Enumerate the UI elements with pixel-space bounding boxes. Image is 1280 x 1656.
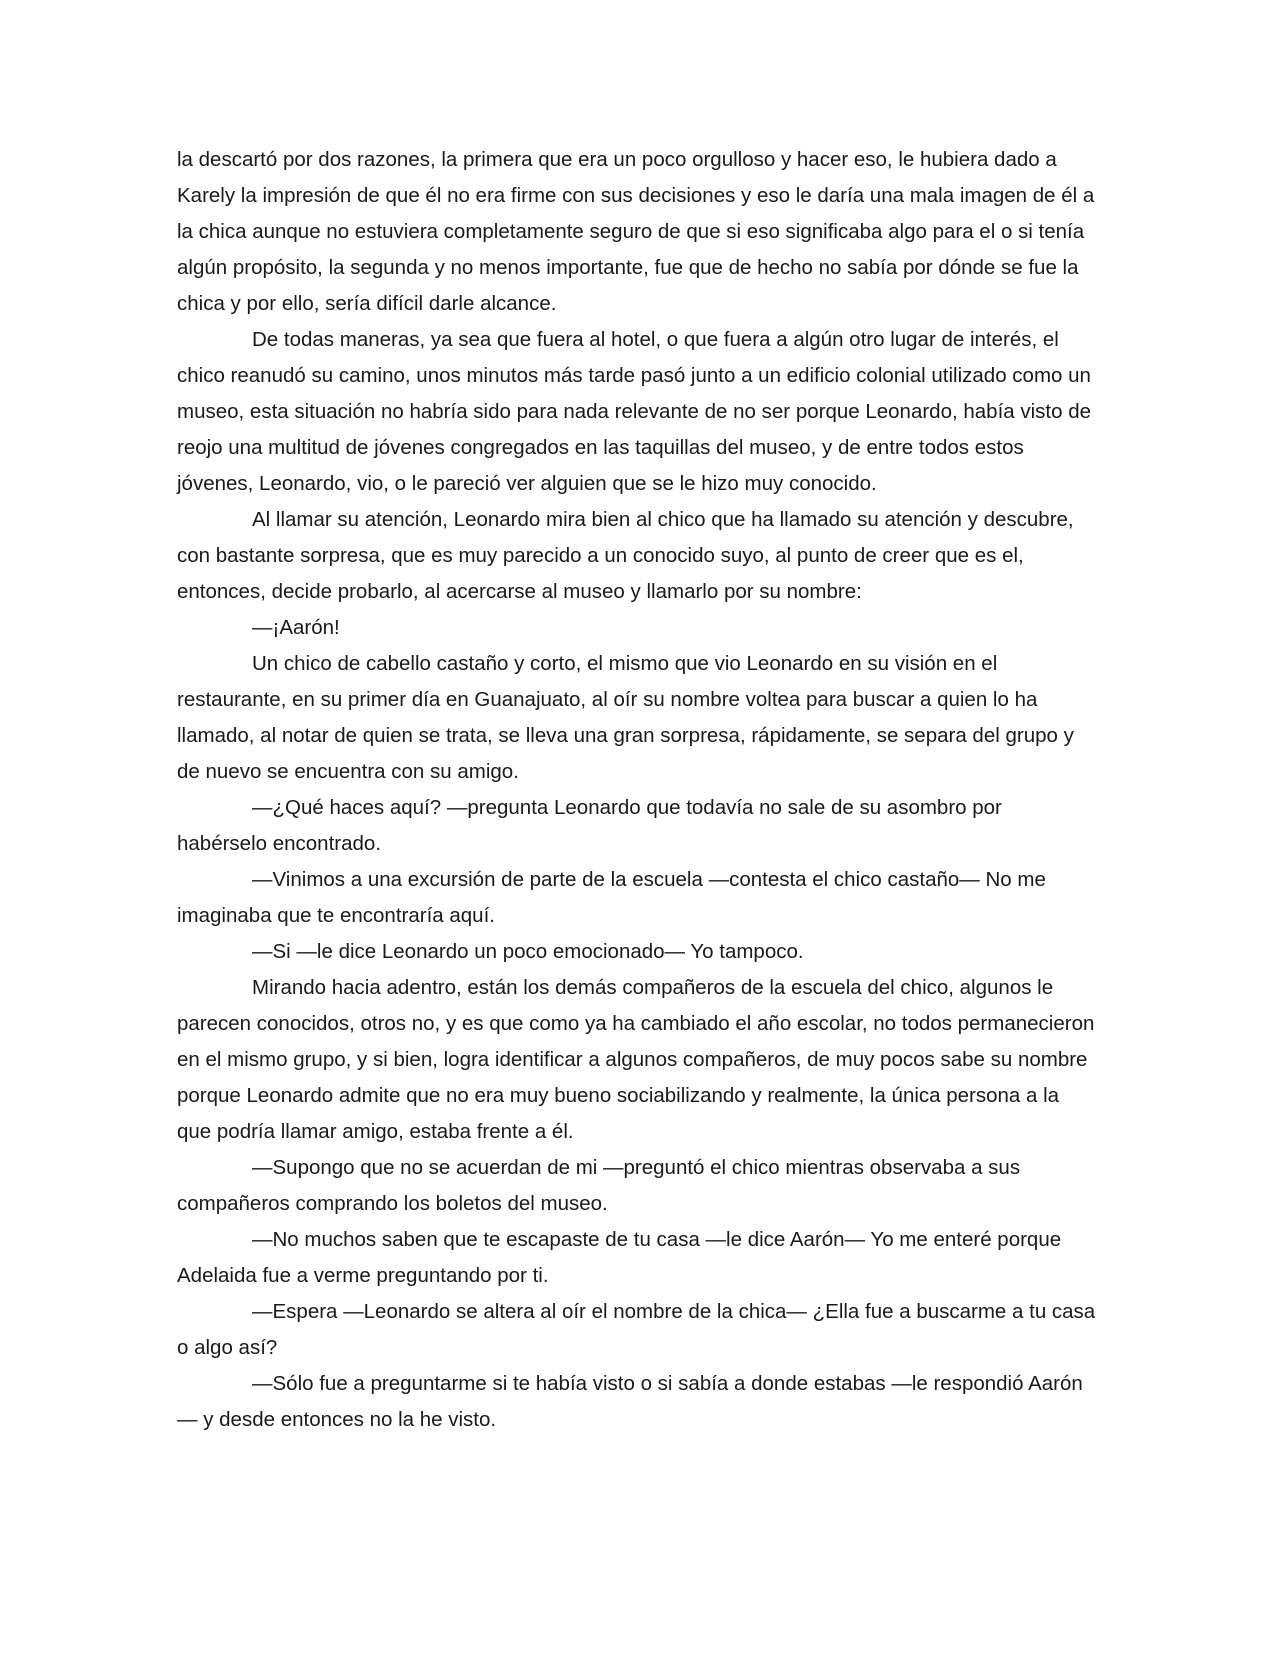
dialogue-line-4: —Si —le dice Leonardo un poco emocionado— Yo tampoco. bbox=[252, 940, 804, 963]
body-text bbox=[177, 142, 1097, 1438]
dialogue-line-6: —No muchos saben que te escapaste de tu casa —le dice Aarón— Yo me enteré porque Adelaida fue a verme preguntando por ti. bbox=[177, 1228, 1062, 1287]
dialogue-line-8: —Sólo fue a preguntarme si te había visto o si sabía a donde estabas —le respondió Aarón— y desde entonces no la he visto. bbox=[177, 1372, 1083, 1431]
dialogue-line-1: —¡Aarón! bbox=[252, 616, 340, 639]
dialogue-line-7: —Espera —Leonardo se altera al oír el nombre de la chica— ¿Ella fue a buscarme a tu casa o algo así? bbox=[177, 1300, 1096, 1359]
dialogue-line-5: —Supongo que no se acuerdan de mi —preguntó el chico mientras observaba a sus compañeros comprando los boletos del museo. bbox=[177, 1156, 1021, 1215]
dialogue-line-2: —¿Qué haces aquí? —pregunta Leonardo que todavía no sale de su asombro por habérselo encontrado. bbox=[177, 796, 1002, 855]
paragraph-1: la descartó por dos razones, la primera que era un poco orgulloso y hacer eso, le hubiera dado a Karely la impresión de que él no era firme con sus decisiones y eso le daría una mala imagen de él a la chica aunque no estuviera completamente seguro de que si eso significaba algo para el o si tenía algún propósito, la segunda y no menos importante, fue que de hecho no sabía por dónde se fue la chica y por ello, sería difícil darle alcance. bbox=[177, 148, 1095, 315]
dialogue-line-3: —Vinimos a una excursión de parte de la escuela —contesta el chico castaño— No me imaginaba que te encontraría aquí. bbox=[177, 868, 1046, 927]
paragraph-3: Al llamar su atención, Leonardo mira bien al chico que ha llamado su atención y descubre, con bastante sorpresa, que es muy parecido a un conocido suyo, al punto de creer que es el, entonces, decide probarlo, al acercarse al museo y llamarlo por su nombre: bbox=[177, 508, 1074, 603]
paragraph-9: Mirando hacia adentro, están los demás compañeros de la escuela del chico, algunos le parecen conocidos, otros no, y es que como ya ha cambiado el año escolar, no todos permanecieron en el mismo grupo, y si bien, logra identificar a algunos compañeros, de muy pocos sabe su nombre porque Leonardo admite que no era muy bueno sociabilizando y realmente, la única persona a la que podría llamar amigo, estaba frente a él. bbox=[177, 976, 1095, 1143]
paragraph-2: De todas maneras, ya sea que fuera al hotel, o que fuera a algún otro lugar de interés, el chico reanudó su camino, unos minutos más tarde pasó junto a un edificio colonial utilizado como un museo, esta situación no habría sido para nada relevante de no ser porque Leonardo, había visto de reojo una multitud de jóvenes congregados en las taquillas del museo, y de entre todos estos jóvenes, Leonardo, vio, o le pareció ver alguien que se le hizo muy conocido. bbox=[177, 328, 1092, 495]
paragraph-5: Un chico de cabello castaño y corto, el mismo que vio Leonardo en su visión en el restaurante, en su primer día en Guanajuato, al oír su nombre voltea para buscar a quien lo ha llamado, al notar de quien se trata, se lleva una gran sorpresa, rápidamente, se separa del grupo y de nuevo se encuentra con su amigo. bbox=[177, 652, 1074, 783]
